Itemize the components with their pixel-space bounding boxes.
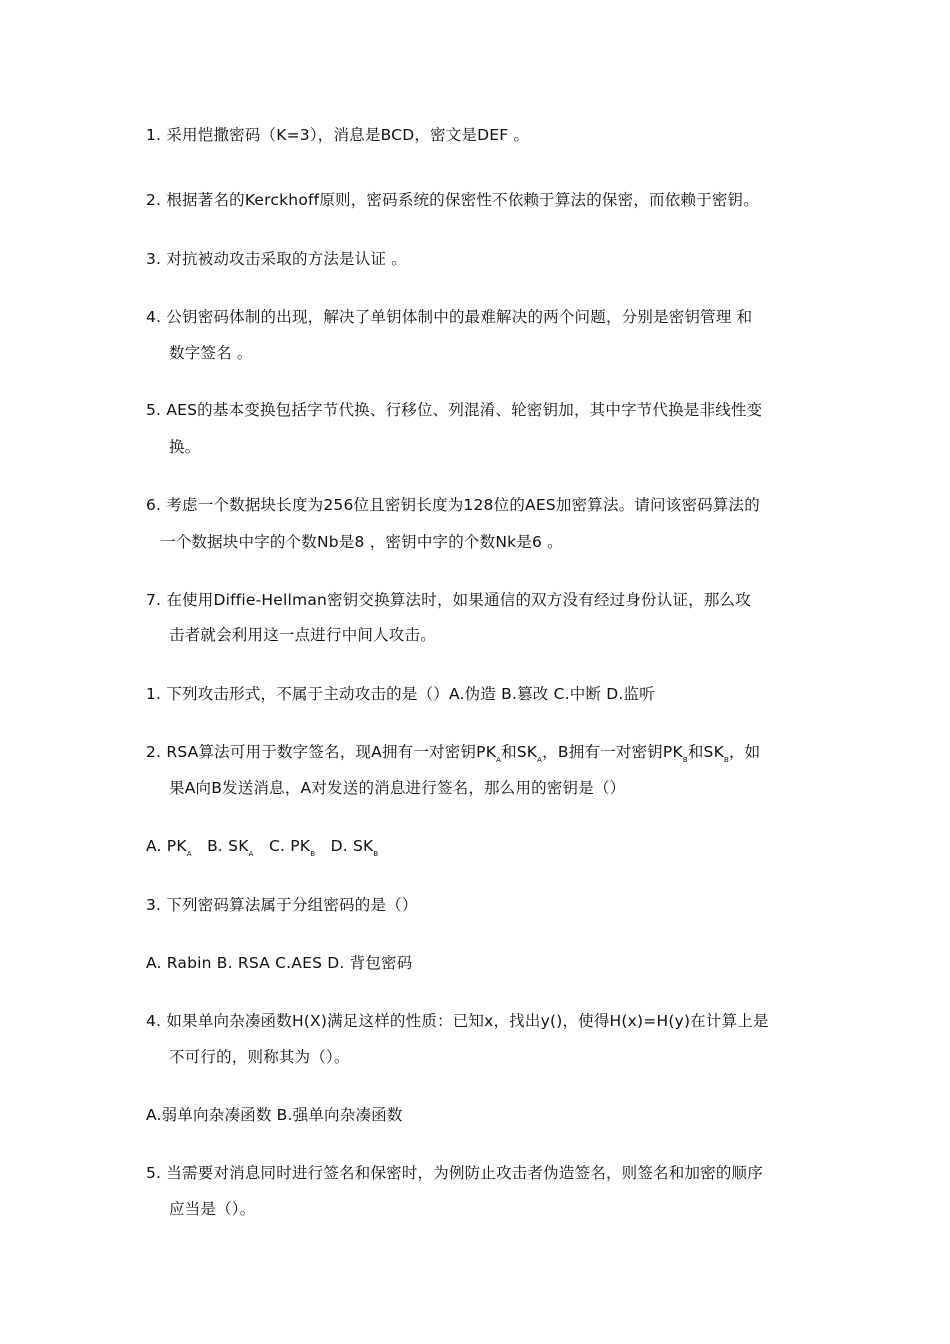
question-text: AES的基本变换包括字节代换、行移位、列混淆、轮密钥加，其中字节代换是非线性变 — [166, 401, 763, 419]
text-segment: ，B拥有一对密钥PK — [542, 743, 683, 761]
question-number: 2. — [146, 191, 162, 209]
choice-question-4 — [146, 1011, 769, 1031]
choice-question-3 — [146, 895, 418, 915]
question-text: 公钥密码体制的出现，解决了单钥体制中的最难解决的两个问题，分别是密钥管理 和 — [166, 308, 753, 326]
fill-question-6-continued: 一个数据块中字的个数Nb是8 ，密钥中字的个数Nk是6 。 — [160, 533, 563, 551]
question-text: 采用恺撒密码（K=3），消息是BCD，密文是DEF 。 — [166, 126, 530, 144]
subscript: B — [723, 756, 729, 764]
option-b: B. $SK_A$ — [207, 837, 254, 858]
subscript: A — [496, 756, 502, 764]
subscript: B — [682, 756, 688, 764]
choice-question-1 — [146, 684, 655, 704]
choice-question-5 — [146, 1163, 763, 1183]
question-text: 下列密码算法属于分组密码的是（） — [166, 896, 418, 914]
subscript: A — [537, 756, 543, 764]
question-number: 5. — [146, 1164, 162, 1182]
question-text: 根据著名的Kerckhoff原则，密码系统的保密性不依赖于算法的保密，而依赖于密钥。 — [166, 191, 759, 209]
question-text: 如果单向杂凑函数H(X)满足这样的性质：已知x，找出y()，使得H(x)=H(y)在计算上是 — [166, 1012, 769, 1030]
fill-question-2 — [146, 190, 759, 210]
fill-question-7-continued: 击者就会利用这一点进行中间人攻击。 — [169, 626, 436, 644]
choice-question-4-continued: 不可行的，则称其为（）。 — [169, 1048, 350, 1066]
question-text — [166, 743, 761, 764]
question-text: 考虑一个数据块长度为256位且密钥长度为128位的AES加密算法。请问该密码算法的 — [166, 496, 760, 514]
option-c: C. $PK_B$ — [268, 837, 316, 858]
option-a: A. $PK_A$ — [146, 837, 192, 858]
option-d: D. $SK_B$ — [330, 837, 379, 858]
question-text: 在使用Diffie-Hellman密钥交换算法时，如果通信的双方没有经过身份认证，那么攻 — [166, 591, 751, 609]
question-number: 3. — [146, 250, 162, 268]
text-segment: RSA算法可用于数字签名，现A拥有一对密钥PK — [166, 743, 497, 761]
fill-question-4 — [146, 307, 752, 327]
question-number: 4. — [146, 1012, 162, 1030]
question-number: 7. — [146, 591, 162, 609]
question-number: 2. — [146, 743, 162, 761]
fill-question-5 — [146, 400, 762, 420]
question-number: 5. — [146, 401, 162, 419]
fill-question-3 — [146, 249, 407, 269]
question-number: 4. — [146, 308, 162, 326]
text-segment: ，如 — [728, 743, 761, 761]
question-text: 当需要对消息同时进行签名和保密时，为例防止攻击者伪造签名，则签名和加密的顺序 — [166, 1164, 763, 1182]
choice-question-2 — [146, 742, 760, 762]
fill-question-6 — [146, 495, 760, 515]
question-text: 下列攻击形式，不属于主动攻击的是（）A.伪造 B.篡改 C.中断 D.监听 — [166, 685, 655, 703]
question-number: 6. — [146, 496, 162, 514]
choice-question-2-options — [146, 836, 378, 856]
question-text: 对抗被动攻击采取的方法是认证 。 — [166, 250, 407, 268]
question-number: 1. — [146, 126, 162, 144]
choice-question-5-continued: 应当是（）。 — [169, 1200, 256, 1218]
fill-question-4-continued: 数字签名 。 — [169, 344, 253, 362]
choice-question-4-options: A.弱单向杂凑函数 B.强单向杂凑函数 — [146, 1106, 403, 1124]
text-segment: 和SK — [687, 743, 724, 761]
choice-question-2-continued: 果A向B发送消息，A对发送的消息进行签名，那么用的密钥是（） — [169, 779, 626, 797]
choice-question-3-options: A. Rabin B. RSA C.AES D. 背包密码 — [146, 954, 413, 972]
question-number: 3. — [146, 896, 162, 914]
text-segment: 和SK — [501, 743, 538, 761]
fill-question-7 — [146, 590, 751, 610]
fill-question-1 — [146, 125, 529, 145]
question-number: 1. — [146, 685, 162, 703]
fill-question-5-continued: 换。 — [169, 438, 201, 456]
